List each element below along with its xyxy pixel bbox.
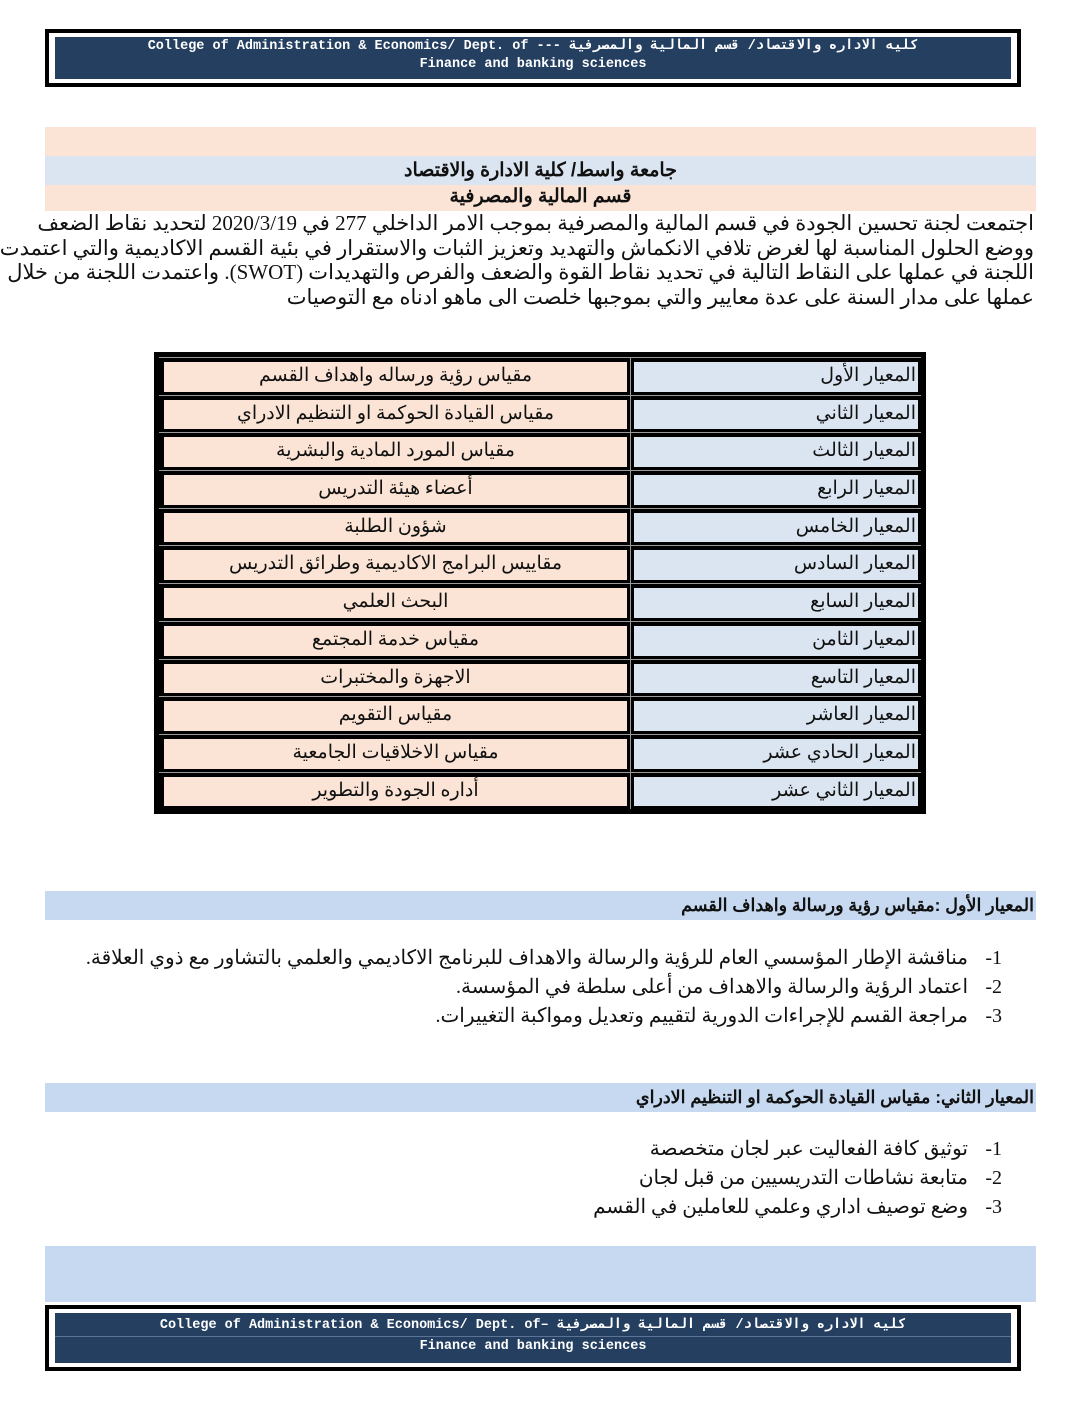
list-item-number: 1- <box>985 947 1002 969</box>
table-row <box>159 696 921 734</box>
header-banner-inner <box>55 37 1011 79</box>
header-line-2: Finance and banking sciences <box>419 57 647 72</box>
criterion-name: المعيار الرابع <box>634 475 918 505</box>
column-divider <box>630 735 631 772</box>
column-divider <box>630 433 631 470</box>
table-row <box>159 621 921 659</box>
page-header-banner <box>45 29 1021 87</box>
criterion-name: المعيار الأول <box>634 362 918 392</box>
criterion-description: مقياس القيادة الحوكمة او التنظيم الادراي <box>164 400 627 430</box>
criterion-description: أعضاء هيئة التدريس <box>164 475 627 505</box>
column-divider <box>630 660 631 697</box>
table-row <box>159 432 921 470</box>
list-item-text: مراجعة القسم للإجراءات الدورية لتقييم وتعديل ومواكبة التغييرات. <box>435 1005 968 1027</box>
university-title: جامعة واسط/ كلية الادارة والاقتصاد <box>404 160 677 181</box>
column-divider <box>630 509 631 546</box>
list-item <box>593 1164 1002 1193</box>
criteria-table <box>154 352 926 814</box>
criterion-description: مقياس المورد المادية والبشرية <box>164 437 627 467</box>
list-item <box>86 973 1002 1002</box>
column-divider <box>630 358 631 395</box>
table-row <box>159 508 921 546</box>
list-item-text: مناقشة الإطار المؤسسي العام للرؤية والرسالة والاهداف للبرنامج الاكاديمي والعلمي بالتشاور مع ذوي العلاقة. <box>85 947 968 969</box>
list-item <box>86 1002 1002 1031</box>
criterion-description: مقياس الاخلاقيات الجامعية <box>164 739 627 769</box>
column-divider <box>630 773 631 810</box>
list-item-text: متابعة نشاطات التدريسيين من قبل لجان <box>638 1167 968 1189</box>
criterion-name: المعيار الخامس <box>634 513 918 543</box>
table-row <box>159 772 921 810</box>
column-divider <box>630 584 631 621</box>
intro-line: ووضع الحلول المناسبة لها لغرض تلافي الانكماش والتهديد وتعزيز الثبات والاستقرار في بئية القسم الاكاديمية والتي اعتمدت <box>0 235 1034 260</box>
list-item-text: اعتماد الرؤية والرسالة والاهداف من أعلى سلطة في المؤسسة. <box>455 976 968 998</box>
criterion-name: المعيار الحادي عشر <box>634 739 918 769</box>
decorative-band-top <box>45 127 1036 156</box>
column-divider <box>630 622 631 659</box>
decorative-band-bottom <box>45 1246 1036 1302</box>
section-heading-criterion-2: المعيار الثاني: مقياس القيادة الحوكمة او التنظيم الادراي <box>45 1083 1036 1112</box>
criterion-name: المعيار الثاني عشر <box>634 777 918 807</box>
criterion-description: الاجهزة والمختبرات <box>164 664 627 694</box>
header-line-1: College of Administration & Economics/ Dept. of --- كليه الاداره والاقتصاد/ قسم المالية والمصرفية <box>147 39 919 54</box>
criterion-name: المعيار العاشر <box>634 701 918 731</box>
footer-banner-inner <box>55 1313 1011 1363</box>
list-item-number: 1- <box>985 1138 1002 1160</box>
list-item-text: توثيق كافة الفعاليت عبر لجان متخصصة <box>649 1138 968 1160</box>
recommendations-list-criterion-1 <box>86 944 1002 1031</box>
footer-line-1: College of Administration & Economics/ Dept. of– كليه الاداره والاقتصاد/ قسم المالية والمصرفية <box>55 1316 1011 1337</box>
list-item-number: 2- <box>985 976 1002 998</box>
criterion-description: مقياس خدمة المجتمع <box>164 626 627 656</box>
criterion-description: شؤون الطلبة <box>164 513 627 543</box>
intro-line: اللجنة في عملها على النقاط التالية في تحديد نقاط القوة والضعف والفرص والتهديدات (SWOT). واعتمدت اللجنة من خلال <box>7 260 1034 284</box>
column-divider <box>630 471 631 508</box>
criterion-name: المعيار الثامن <box>634 626 918 656</box>
table-row <box>159 659 921 697</box>
list-item <box>86 944 1002 973</box>
criterion-description: أداره الجودة والتطوير <box>164 777 627 807</box>
list-item-number: 3- <box>985 1005 1002 1027</box>
criterion-description: مقياس التقويم <box>164 701 627 731</box>
criterion-description: البحث العلمي <box>164 588 627 618</box>
table-row <box>159 470 921 508</box>
column-divider <box>630 546 631 583</box>
criterion-name: المعيار الثاني <box>634 400 918 430</box>
list-item-number: 3- <box>985 1196 1002 1218</box>
list-item <box>593 1135 1002 1164</box>
column-divider <box>630 697 631 734</box>
table-row <box>159 357 921 395</box>
section-heading-criterion-1: المعيار الأول :مقياس رؤية ورسالة واهداف القسم <box>45 891 1036 920</box>
department-title: قسم المالية والمصرفية <box>449 186 632 207</box>
criterion-description: مقاييس البرامج الاكاديمية وطرائق التدريس <box>164 550 627 580</box>
list-item <box>593 1193 1002 1222</box>
list-item-number: 2- <box>985 1167 1002 1189</box>
table-row <box>159 583 921 621</box>
table-row <box>159 395 921 433</box>
criterion-name: المعيار السابع <box>634 588 918 618</box>
intro-line: عملها على مدار السنة على عدة معايير والتي بموجبها خلصت الى ماهو ادناه مع التوصيات <box>286 284 1034 309</box>
criterion-name: المعيار التاسع <box>634 664 918 694</box>
criterion-name: المعيار السادس <box>634 550 918 580</box>
table-row <box>159 734 921 772</box>
list-item-text: وضع توصيف اداري وعلمي للعاملين في القسم <box>593 1196 968 1218</box>
intro-paragraph <box>0 211 1034 309</box>
table-row <box>159 545 921 583</box>
criterion-name: المعيار الثالث <box>634 437 918 467</box>
column-divider <box>630 396 631 433</box>
criterion-description: مقياس رؤية ورساله واهداف القسم <box>164 362 627 392</box>
footer-line-2: Finance and banking sciences <box>419 1339 647 1354</box>
page-footer-banner <box>45 1305 1021 1371</box>
intro-line: اجتمعت لجنة تحسين الجودة في قسم المالية والمصرفية بموجب الامر الداخلي 277 في 2020/3/19 لتحديد نقاط الضعف <box>37 211 1034 235</box>
recommendations-list-criterion-2 <box>593 1135 1002 1222</box>
